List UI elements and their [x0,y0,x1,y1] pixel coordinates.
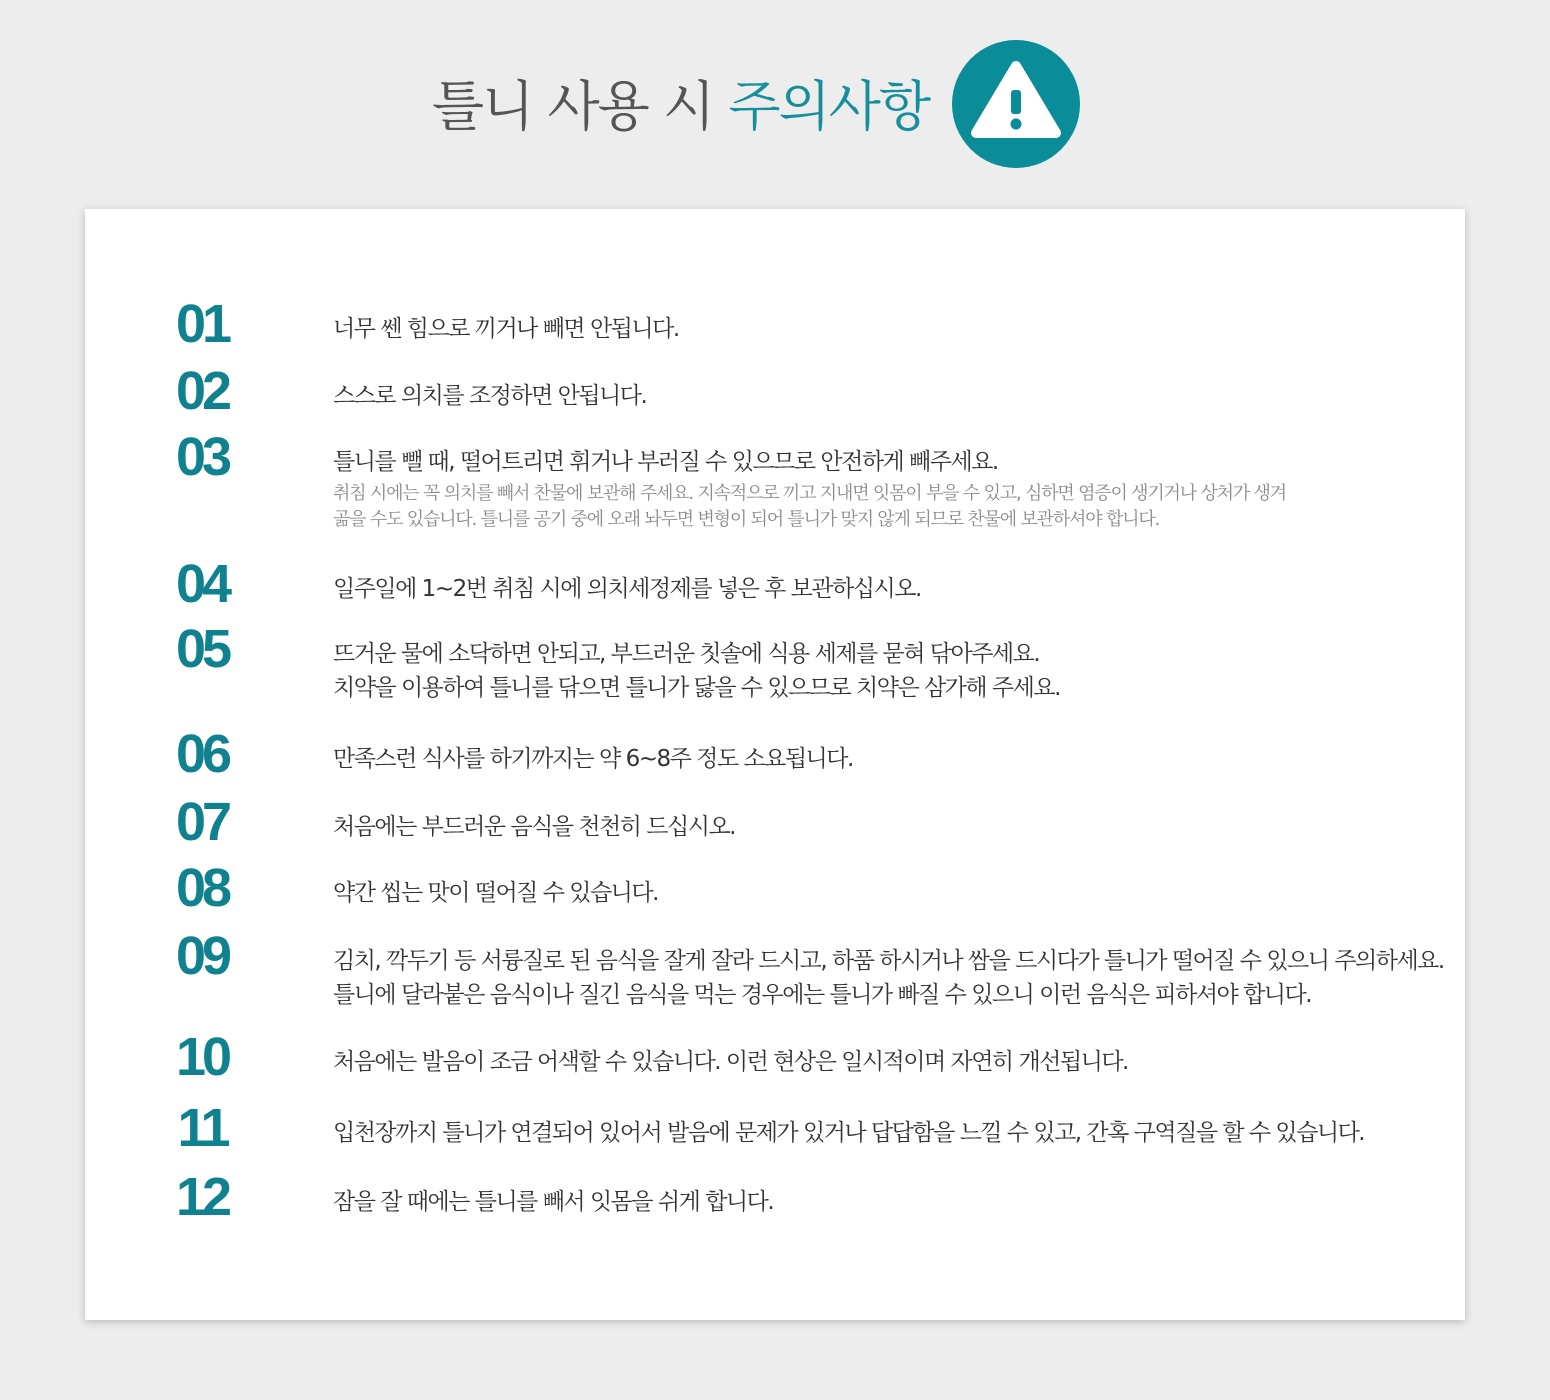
warning-badge [952,40,1080,168]
item-line: 만족스런 식사를 하기까지는 약 6~8주 정도 소요됩니다. [333,746,853,772]
warning-triangle-icon [952,40,1080,168]
item-line: 뜨거운 물에 소닥하면 안되고, 부드러운 칫솔에 식용 세제를 묻혀 닦아주세요. [333,641,1040,667]
item-text [333,312,1533,346]
item-text [333,1116,1533,1150]
item-number: 06 [175,724,229,784]
item-number: 12 [175,1167,229,1227]
title-accent: 주의사항 [728,75,929,138]
item-note [333,481,1533,533]
page-title [432,72,929,142]
item-note-line: 취침 시에는 꼭 의치를 빼서 찬물에 보관해 주세요. 지속적으로 끼고 지내면 잇몸이 부을 수 있고, 심하면 염증이 생기거나 상처가 생겨 [333,483,1286,504]
item-text [333,1185,1533,1219]
item-number: 07 [175,792,229,852]
item-line: 틀니에 달라붙은 음식이나 질긴 음식을 먹는 경우에는 틀니가 빠질 수 있으니 이런 음식은 피하셔야 합니다. [333,982,1312,1008]
item-text [333,445,1533,533]
item-line: 김치, 깍두기 등 서륭질로 된 음식을 잘게 잘라 드시고, 하품 하시거나 쌈을 드시다가 틀니가 떨어질 수 있으니 주의하세요. [333,948,1444,974]
page-header [0,40,1550,170]
item-text [333,742,1533,776]
item-line: 입천장까지 틀니가 연결되어 있어서 발음에 문제가 있거나 답답함을 느낄 수 있고, 간혹 구역질을 할 수 있습니다. [333,1120,1365,1146]
item-line: 약간 씹는 맛이 떨어질 수 있습니다. [333,880,658,906]
item-number: 05 [175,619,229,679]
item-number: 09 [175,926,229,986]
item-number: 10 [175,1027,229,1087]
item-number: 01 [175,294,229,354]
item-text [333,572,1533,606]
item-line: 스스로 의치를 조정하면 안됩니다. [333,383,647,409]
item-number: 02 [175,361,229,421]
item-line: 틀니를 뺄 때, 떨어트리면 휘거나 부러질 수 있으므로 안전하게 빼주세요. [333,449,998,475]
title-prefix: 틀니 사용 시 [432,75,729,138]
item-note-line: 곪을 수도 있습니다. 틀니를 공기 중에 오래 놔두면 변형이 되어 틀니가 맞지 않게 되므로 찬물에 보관하셔야 합니다. [333,509,1160,530]
item-line: 치약을 이용하여 틀니를 닦으면 틀니가 닳을 수 있으므로 치약은 삼가해 주세요. [333,675,1060,701]
item-line: 처음에는 발음이 조금 어색할 수 있습니다. 이런 현상은 일시적이며 자연히 개선됩니다. [333,1049,1128,1075]
item-text [333,1045,1533,1079]
item-number: 04 [175,554,229,614]
item-number: 11 [177,1098,227,1158]
item-text [333,379,1533,413]
item-text [333,876,1533,910]
precautions-card [85,209,1465,1320]
item-line: 너무 쎈 힘으로 끼거나 빼면 안됩니다. [333,316,679,342]
item-line: 일주일에 1~2번 취침 시에 의치세정제를 넣은 후 보관하십시오. [333,576,921,602]
item-number: 08 [175,858,229,918]
item-text [333,810,1533,844]
item-text [333,637,1533,705]
item-line: 잠을 잘 때에는 틀니를 빼서 잇몸을 쉬게 합니다. [333,1189,774,1215]
item-number: 03 [175,427,229,487]
item-line: 처음에는 부드러운 음식을 천천히 드십시오. [333,814,735,840]
item-text [333,944,1533,1012]
